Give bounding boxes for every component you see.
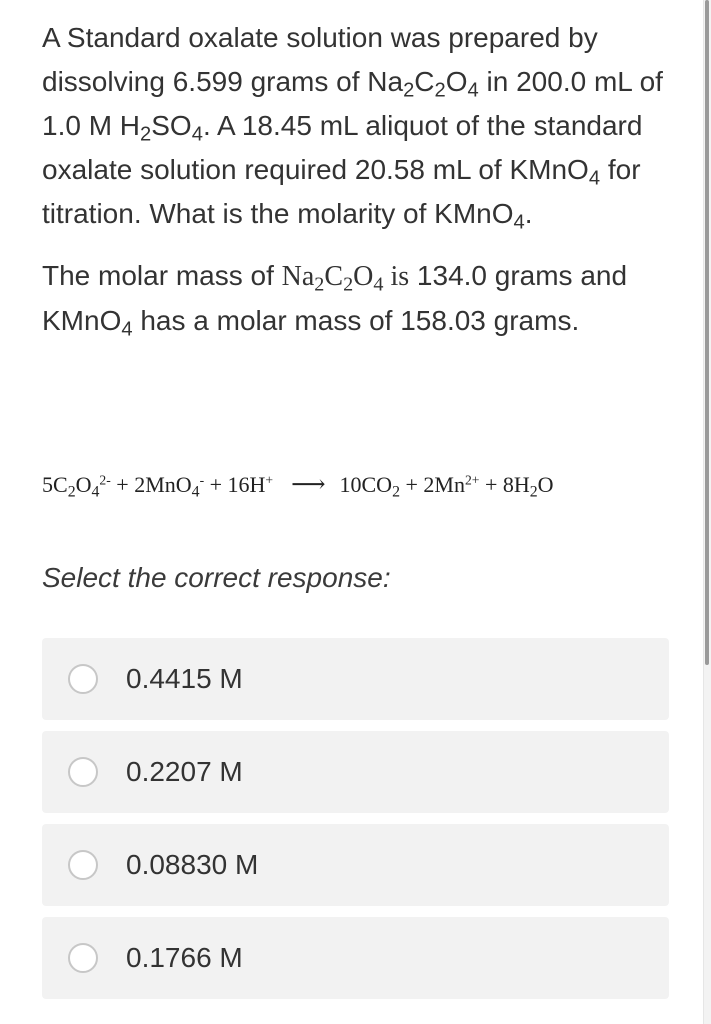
radio-button[interactable]	[68, 757, 98, 787]
option-label: 0.08830 M	[126, 849, 259, 880]
radio-button[interactable]	[68, 850, 98, 880]
option-label: 0.4415 M	[126, 663, 243, 694]
reaction-arrow-icon: ⟶	[291, 472, 326, 498]
option-label: 0.1766 M	[126, 942, 243, 973]
answer-option[interactable]	[42, 824, 669, 906]
question-paragraph: A Standard oxalate solution was prepared by dissolving 6.599 grams of $Na_2C_2O_4$ in 200.0 mL of 1.0 M $H_2SO_4$. A 18.45 mL aliquot of the standard oxalate solution required 20.58 mL of KMnO$_4$ for titration. What is the molarity of KMnO$_4$.	[42, 22, 663, 234]
scrollbar[interactable]	[703, 0, 711, 1024]
question-text	[42, 16, 672, 361]
answer-option[interactable]	[42, 638, 669, 720]
radio-button[interactable]	[68, 664, 98, 694]
radio-button[interactable]	[68, 943, 98, 973]
molar-mass-paragraph: The molar mass of $Na_2C_2O_4$ is 134.0 grams and KMnO$_4$ has a molar mass of 158.03 grams.	[42, 260, 628, 341]
scrollbar-thumb[interactable]	[705, 0, 709, 665]
answer-option[interactable]	[42, 917, 669, 999]
option-label: 0.2207 M	[126, 756, 243, 787]
response-prompt: Select the correct response:	[42, 562, 391, 593]
reaction-equation: $5C_2O_4^{2-} + 2MnO_4^- + 16H^+$ ⟶ $10CO_2 + 2Mn^{2+} + 8H_2O$	[42, 472, 554, 501]
answer-options	[42, 638, 669, 1010]
answer-option[interactable]	[42, 731, 669, 813]
